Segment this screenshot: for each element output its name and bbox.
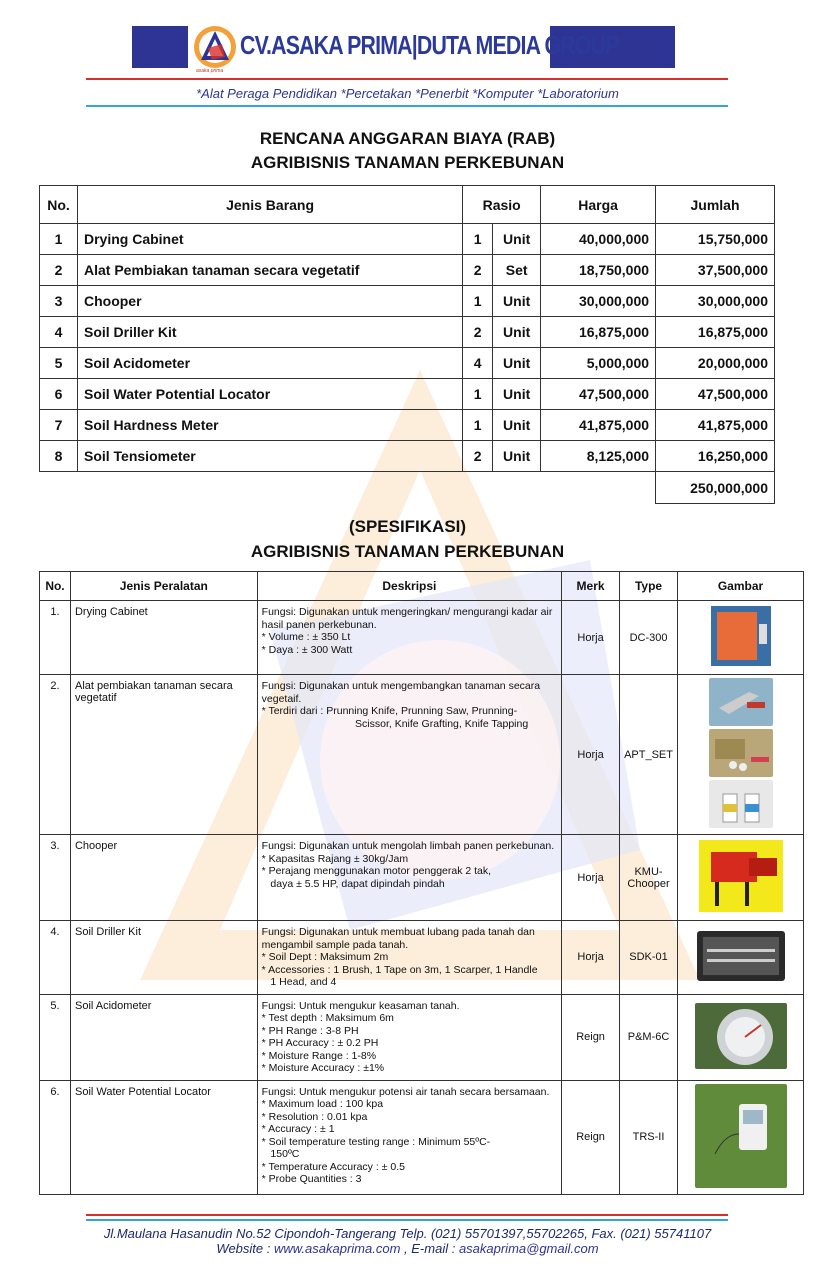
grand-total: 250,000,000: [656, 472, 775, 504]
spec-row-image: [678, 1080, 804, 1194]
spec-desc-line: * Perajang menggunakan motor penggerak 2 tak,: [261, 865, 492, 877]
spec-desc-line: Fungsi: Digunakan untuk mengembangkan tanaman secara vegetaif.: [261, 680, 544, 705]
spec-subtitle: AGRIBISNIS TANAMAN PERKEBUNAN: [250, 542, 565, 561]
vegetative-tools-images: [681, 678, 800, 831]
spec-row-image: [678, 921, 804, 995]
header-divider-blue: [86, 105, 728, 107]
rab-row-no: 4: [40, 317, 78, 348]
spec-row-item: Alat pembiakan tanaman secara vegetatif: [70, 675, 257, 835]
rab-row-price: 5,000,000: [541, 348, 656, 379]
spec-desc-line: * Probe Quantities : 3: [261, 1173, 362, 1185]
rab-row-unit: Unit: [493, 224, 541, 255]
rab-row-total: 47,500,000: [656, 379, 775, 410]
rab-row-item: Soil Water Potential Locator: [77, 379, 462, 410]
spec-desc-line: * PH Range : 3-8 PH: [261, 1024, 359, 1037]
spec-col-item: Jenis Peralatan: [70, 572, 257, 601]
spec-row: [40, 994, 804, 1080]
footer-divider-blue: [86, 1219, 728, 1221]
spec-row-desc: [257, 1080, 561, 1194]
rab-header-row: [40, 186, 775, 224]
spec-desc-line: Scissor, Knife Grafting, Knife Tapping: [261, 717, 529, 730]
col-total: Jumlah: [656, 186, 775, 224]
soil-acidometer-image: [695, 1003, 787, 1069]
spec-desc-line: * Soil temperature testing range : Minimum 55ºC-: [261, 1135, 491, 1148]
spec-row-desc: [257, 675, 561, 835]
spec-row-desc: [257, 921, 561, 995]
rab-row-qty: 1: [463, 286, 493, 317]
rab-subtitle: AGRIBISNIS TANAMAN PERKEBUNAN: [250, 153, 565, 172]
spec-row-desc: [257, 994, 561, 1080]
footer-divider-red: [86, 1214, 728, 1216]
rab-row-unit: Unit: [493, 317, 541, 348]
rab-row-price: 8,125,000: [541, 441, 656, 472]
spec-row-no: 3.: [40, 835, 71, 921]
rab-row: [40, 410, 775, 441]
spec-row-image: [678, 675, 804, 835]
spec-row-item: Soil Acidometer: [70, 994, 257, 1080]
spec-row: [40, 921, 804, 995]
rab-row-no: 3: [40, 286, 78, 317]
rab-row-no: 7: [40, 410, 78, 441]
spec-desc-line: 150ºC: [261, 1148, 300, 1160]
spec-row-no: 6.: [40, 1080, 71, 1194]
rab-row-item: Soil Tensiometer: [77, 441, 462, 472]
spec-desc-line: * Maximum load : 100 kpa: [261, 1098, 384, 1110]
spec-row-type: DC-300: [620, 601, 678, 675]
rab-row-qty: 4: [463, 348, 493, 379]
rab-row-total: 16,875,000: [656, 317, 775, 348]
rab-title: RENCANA ANGGARAN BIAYA (RAB): [259, 129, 556, 148]
rab-row: [40, 255, 775, 286]
spec-desc-line: * Accessories : 1 Brush, 1 Tape on 3m, 1 Scarper, 1 Handle: [261, 963, 538, 976]
rab-row-price: 30,000,000: [541, 286, 656, 317]
rab-row: [40, 379, 775, 410]
spec-row-type: P&M-6C: [620, 994, 678, 1080]
spec-row-brand: Horja: [562, 835, 620, 921]
rab-row-no: 1: [40, 224, 78, 255]
pruning-tools-image: [709, 678, 773, 726]
spec-desc-line: 1 Head, and 4: [261, 976, 337, 988]
company-logo-icon: [192, 24, 238, 70]
spec-row-type: KMU-Chooper: [620, 835, 678, 921]
col-ratio: Rasio: [463, 186, 541, 224]
rab-row-item: Alat Pembiakan tanaman secara vegetatif: [77, 255, 462, 286]
spec-table: [39, 571, 804, 1195]
rab-total-row: [40, 472, 775, 504]
spec-row-image: [678, 601, 804, 675]
spec-desc-line: daya ± 5.5 HP, dapat dipindah pindah: [261, 877, 445, 890]
rab-row-no: 5: [40, 348, 78, 379]
rab-row-unit: Unit: [493, 441, 541, 472]
spec-desc-line: * Moisture Range : 1-8%: [261, 1049, 377, 1062]
spec-row-brand: Reign: [562, 994, 620, 1080]
spec-desc-line: * Soil Dept : Maksimum 2m: [261, 951, 389, 963]
spec-row-type: TRS-II: [620, 1080, 678, 1194]
company-name: CV.ASAKA PRIMA|DUTA MEDIA GROUP: [240, 30, 619, 60]
rab-row-price: 41,875,000: [541, 410, 656, 441]
spec-col-brand: Merk: [562, 572, 620, 601]
spec-desc-line: Fungsi: Untuk mengukur potensi air tanah secara bersamaan.: [261, 1085, 550, 1098]
rab-row-total: 15,750,000: [656, 224, 775, 255]
rab-row-unit: Unit: [493, 410, 541, 441]
spec-row-brand: Horja: [562, 921, 620, 995]
rab-row-no: 2: [40, 255, 78, 286]
footer-contact: [0, 1241, 815, 1256]
rab-row-price: 40,000,000: [541, 224, 656, 255]
rab-row-total: 16,250,000: [656, 441, 775, 472]
spec-row-no: 4.: [40, 921, 71, 995]
spec-row: [40, 601, 804, 675]
spec-row-image: [678, 994, 804, 1080]
spec-row-image: [678, 835, 804, 921]
spec-header-row: [40, 572, 804, 601]
rab-row-qty: 1: [463, 410, 493, 441]
rab-row-unit: Set: [493, 255, 541, 286]
col-price: Harga: [541, 186, 656, 224]
spec-row-desc: [257, 835, 561, 921]
spec-row-no: 2.: [40, 675, 71, 835]
spec-desc-line: * Test depth : Maksimum 6m: [261, 1012, 394, 1024]
spec-row-no: 5.: [40, 994, 71, 1080]
spec-row-type: APT_SET: [620, 675, 678, 835]
spec-desc-line: Fungsi: Untuk mengukur keasaman tanah.: [261, 999, 460, 1012]
rab-row: [40, 286, 775, 317]
chopper-image: [695, 838, 787, 914]
email-label: , E-mail :: [400, 1241, 459, 1256]
spec-desc-line: Fungsi: Digunakan untuk mengeringkan/ mengurangi kadar air hasil panen perkebunan.: [261, 606, 556, 631]
spec-col-no: No.: [40, 572, 71, 601]
website-label: Website :: [216, 1241, 274, 1256]
footer-address: Jl.Maulana Hasanudin No.52 Cipondoh-Tangerang Telp. (021) 55701397,55702265, Fax. (021) 55741107: [103, 1226, 712, 1241]
website-link[interactable]: www.asakaprima.com: [273, 1241, 401, 1256]
rab-row-price: 18,750,000: [541, 255, 656, 286]
col-item: Jenis Barang: [77, 186, 462, 224]
soil-driller-kit-image: [695, 927, 787, 985]
spec-row-brand: Horja: [562, 601, 620, 675]
rab-row-item: Drying Cabinet: [77, 224, 462, 255]
spec-desc-line: * Kapasitas Rajang ± 30kg/Jam: [261, 852, 409, 865]
rab-row-item: Soil Driller Kit: [77, 317, 462, 348]
spec-row-item: Chooper: [70, 835, 257, 921]
rab-row-no: 8: [40, 441, 78, 472]
rab-row-qty: 1: [463, 224, 493, 255]
spec-row: [40, 1080, 804, 1194]
rab-row-unit: Unit: [493, 379, 541, 410]
rab-row-total: 30,000,000: [656, 286, 775, 317]
drying-cabinet-image: [695, 604, 787, 668]
rab-row-item: Soil Acidometer: [77, 348, 462, 379]
rab-row-qty: 2: [463, 317, 493, 348]
spec-row: [40, 675, 804, 835]
logo-subtitle: asaka prima: [196, 68, 224, 74]
soil-water-locator-image: [695, 1084, 787, 1188]
chemical-bottles-image: [709, 780, 773, 828]
spec-row-item: Soil Water Potential Locator: [70, 1080, 257, 1194]
spec-row-item: Soil Driller Kit: [70, 921, 257, 995]
spec-desc-line: * Volume : ± 350 Lt: [261, 631, 351, 643]
spec-row-no: 1.: [40, 601, 71, 675]
rab-row-item: Chooper: [77, 286, 462, 317]
grafting-tools-image: [709, 729, 773, 777]
spec-row-brand: Horja: [562, 675, 620, 835]
spec-desc-line: Fungsi: Digunakan untuk membuat lubang pada tanah dan mengambil sample pada tanah.: [261, 926, 538, 951]
rab-row-qty: 2: [463, 255, 493, 286]
spec-col-desc: Deskripsi: [257, 572, 561, 601]
spec-row-desc: [257, 601, 561, 675]
spec-desc-line: * Temperature Accuracy : ± 0.5: [261, 1160, 405, 1173]
rab-row-total: 20,000,000: [656, 348, 775, 379]
col-no: No.: [40, 186, 78, 224]
spec-desc-line: * Daya : ± 300 Watt: [261, 643, 353, 656]
rab-row-qty: 2: [463, 441, 493, 472]
spec-col-image: Gambar: [678, 572, 804, 601]
spec-desc-line: * Terdiri dari : Prunning Knife, Prunning Saw, Prunning-: [261, 705, 518, 717]
spec-row-item: Drying Cabinet: [70, 601, 257, 675]
spec-desc-line: * Accuracy : ± 1: [261, 1123, 335, 1135]
spec-desc-line: Fungsi: Digunakan untuk mengolah limbah panen perkebunan.: [261, 840, 555, 852]
spec-title: (SPESIFIKASI): [348, 517, 467, 536]
rab-row-item: Soil Hardness Meter: [77, 410, 462, 441]
rab-row-price: 16,875,000: [541, 317, 656, 348]
rab-row-total: 37,500,000: [656, 255, 775, 286]
spec-row-type: SDK-01: [620, 921, 678, 995]
email-link[interactable]: asakaprima@gmail.com: [458, 1241, 599, 1256]
spec-row-brand: Reign: [562, 1080, 620, 1194]
rab-row-total: 41,875,000: [656, 410, 775, 441]
spec-desc-line: * Moisture Accuracy : ±1%: [261, 1062, 385, 1074]
rab-row-unit: Unit: [493, 348, 541, 379]
company-tagline: *Alat Peraga Pendidikan *Percetakan *Penerbit *Komputer *Laboratorium: [196, 86, 619, 101]
rab-row-price: 47,500,000: [541, 379, 656, 410]
rab-row: [40, 348, 775, 379]
rab-row: [40, 317, 775, 348]
rab-row-qty: 1: [463, 379, 493, 410]
spec-row: [40, 835, 804, 921]
rab-table: [39, 185, 775, 504]
header-divider-red: [86, 78, 728, 80]
rab-row-no: 6: [40, 379, 78, 410]
spec-col-type: Type: [620, 572, 678, 601]
rab-row: [40, 224, 775, 255]
rab-row-unit: Unit: [493, 286, 541, 317]
spec-desc-line: * Resolution : 0.01 kpa: [261, 1110, 368, 1123]
spec-desc-line: * PH Accuracy : ± 0.2 PH: [261, 1037, 379, 1049]
rab-row: [40, 441, 775, 472]
